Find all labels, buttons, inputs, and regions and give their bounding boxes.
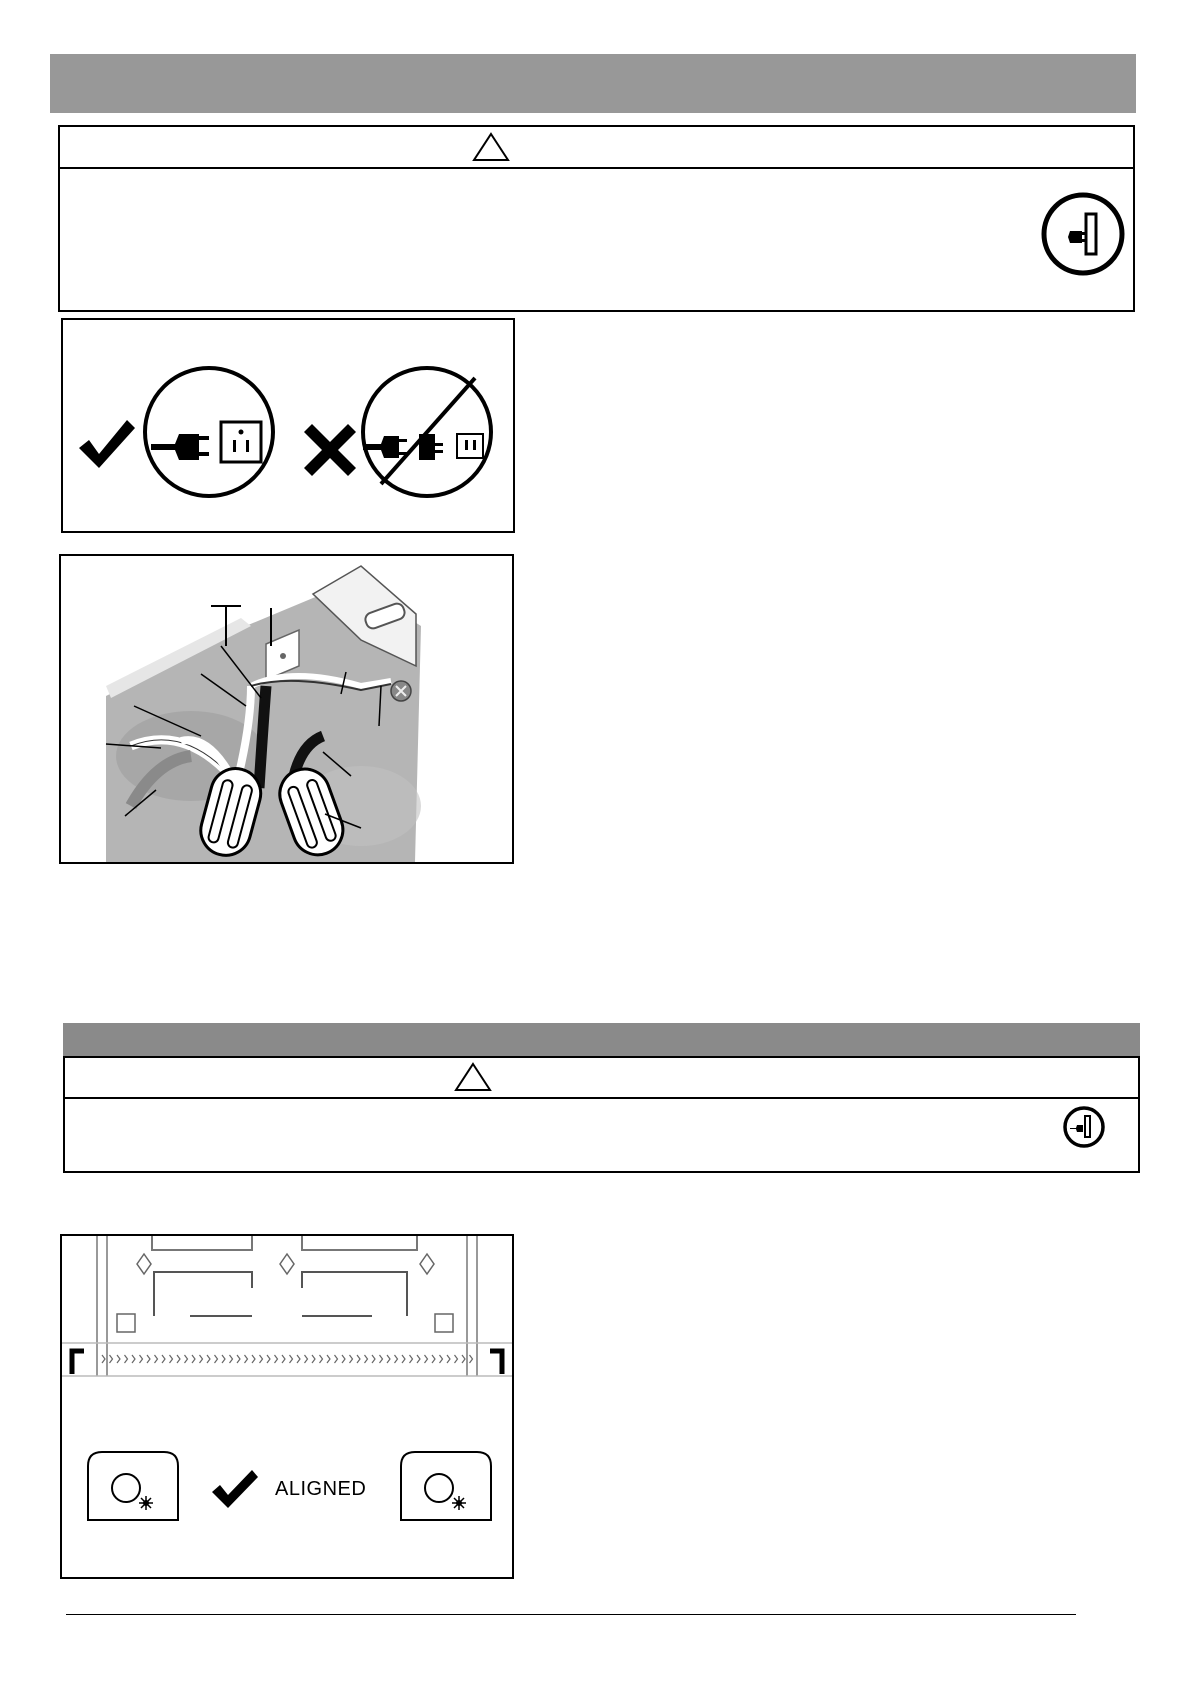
warning-triangle-icon [454, 1062, 492, 1092]
door-alignment-illustration [62, 1236, 512, 1386]
wiring-connection-illustration [61, 556, 512, 862]
grounded-plug-ok-icon [141, 364, 277, 500]
disconnect-power-plug-icon [1062, 1105, 1106, 1149]
disconnect-power-plug-icon [1040, 191, 1126, 277]
section-header-banner-2 [63, 1023, 1140, 1056]
warning-box-bottom [63, 1056, 1140, 1173]
aligned-status-label: ALIGNED [275, 1478, 367, 1500]
warning-box-2-header [65, 1058, 1138, 1099]
footer-rule [66, 1614, 1076, 1615]
check-mark-icon [75, 416, 139, 472]
warning-triangle-icon [472, 132, 510, 162]
adapter-prohibited-icon [359, 364, 495, 500]
right-indicator-light-panel [399, 1450, 493, 1522]
check-mark-icon [210, 1468, 260, 1510]
cross-mark-icon [300, 420, 360, 480]
section-header-banner [50, 54, 1136, 113]
figure-grounding [61, 318, 515, 533]
left-indicator-light-panel [86, 1450, 180, 1522]
figure-wiring-connection [59, 554, 514, 864]
warning-box-top [58, 125, 1135, 312]
figure-alignment [60, 1234, 514, 1579]
warning-box-header [60, 127, 1133, 169]
